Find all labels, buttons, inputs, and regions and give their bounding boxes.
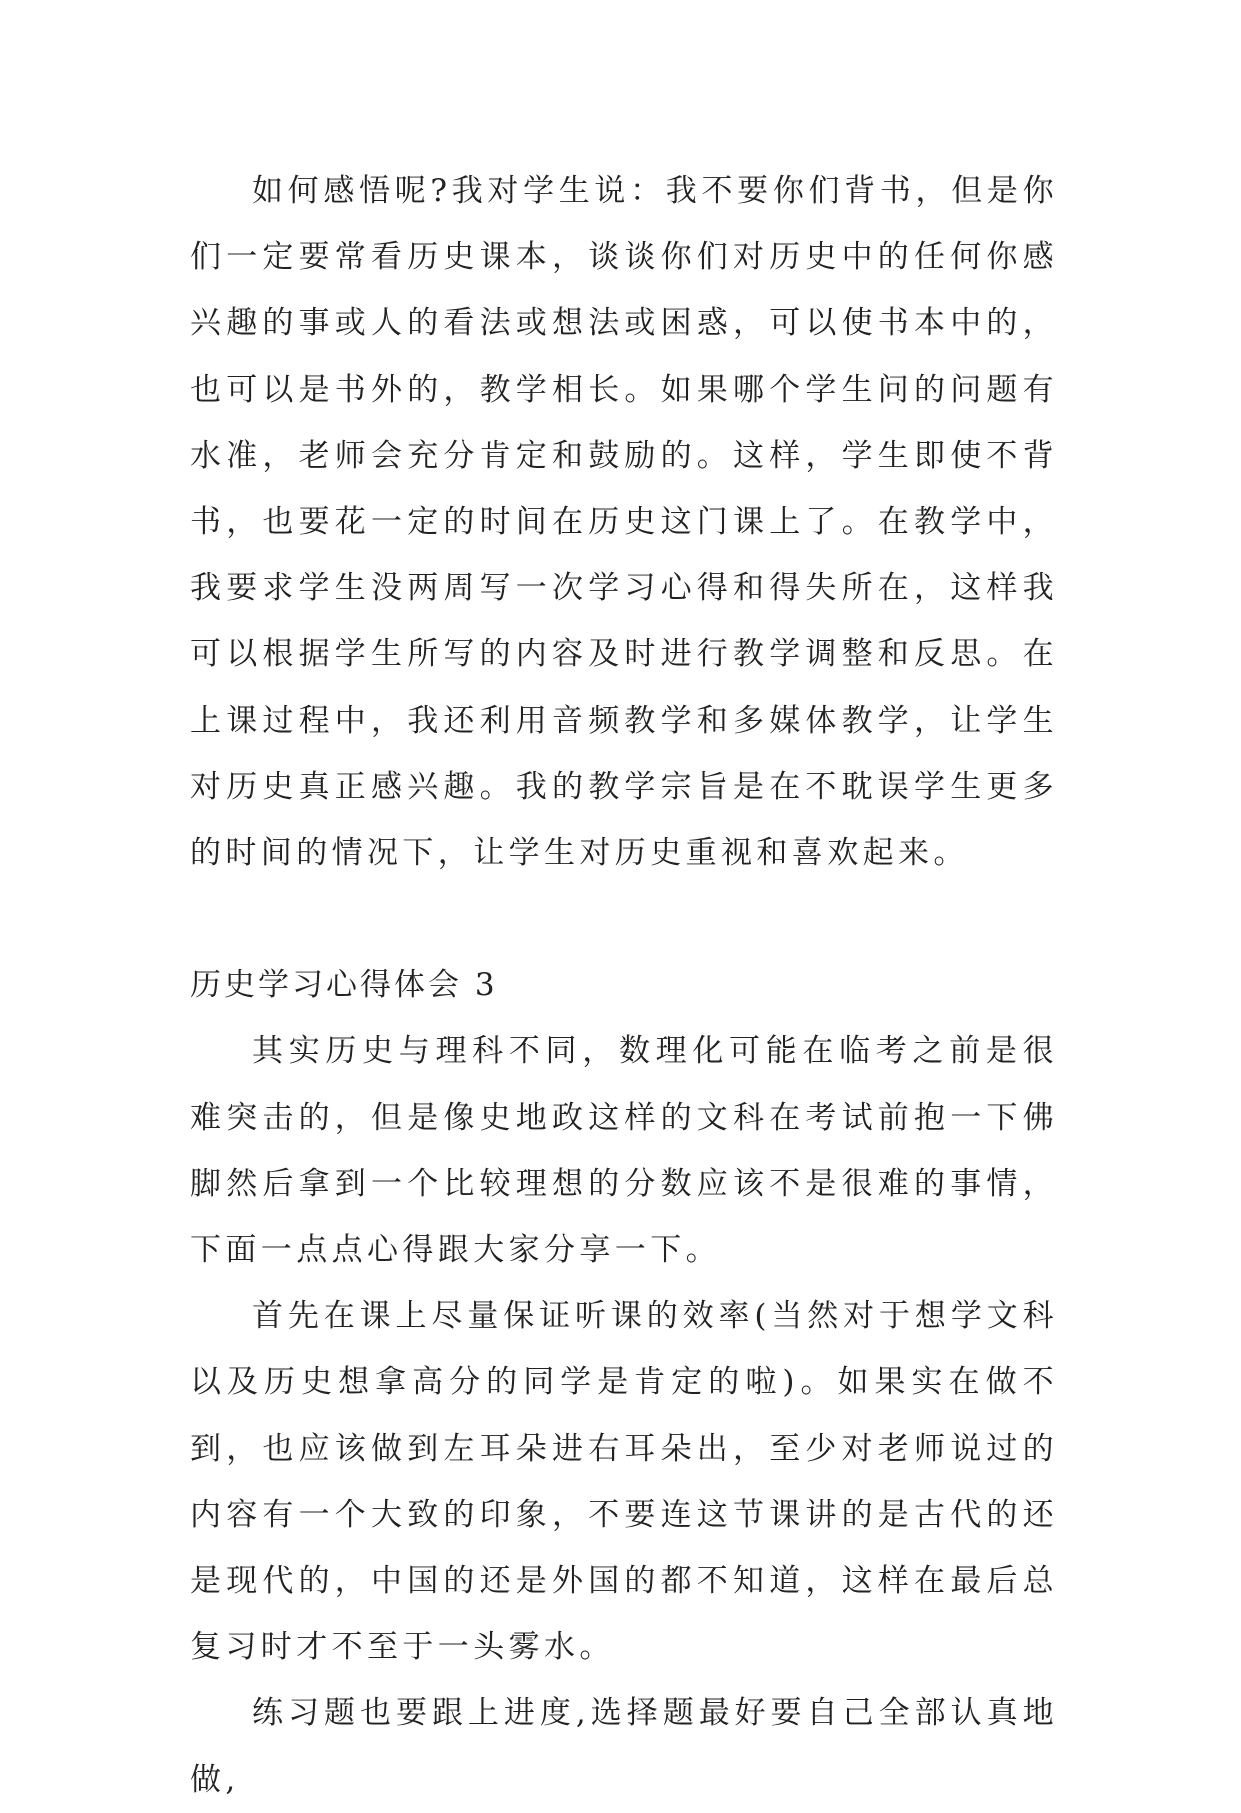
paragraph-2: 首先在课上尽量保证听课的效率(当然对于想学文科以及历史想拿高分的同学是肯定的啦)。如果实在做不到，也应该做到左耳朵进右耳朵出，至少对老师说过的内容有一个大致的印象，不要连这节课讲的是古代的还是现代的，中国的还是外国的都不知道，这样在最后总复习时才不至于一头雾水。 [190,1298,1058,1666]
paragraph-3: 练习题也要跟上进度,选择题最好要自己全部认真地做, [190,1695,1058,1798]
section-heading: 历史学习心得体会 3 [190,967,498,1004]
paragraph-1: 其实历史与理科不同，数理化可能在临考之前是很难突击的，但是像史地政这样的文科在考试前抱一下佛脚然后拿到一个比较理想的分数应该不是很难的事情，下面一点点心得跟大家分享一下。 [190,1033,1058,1269]
document-body [190,158,1058,1813]
paragraph-intro: 如何感悟呢?我对学生说：我不要你们背书，但是你们一定要常看历史课本，谈谈你们对历史中的任何你感兴趣的事或人的看法或想法或困惑，可以使书本中的，也可以是书外的，教学相长。如果哪个学生问的问题有水准，老师会充分肯定和鼓励的。这样，学生即使不背书，也要花一定的时间在历史这门课上了。在教学中，我要求学生没两周写一次学习心得和得失所在，这样我可以根据学生所写的内容及时进行教学调整和反思。在上课过程中，我还利用音频教学和多媒体教学，让学生对历史真正感兴趣。我的教学宗旨是在不耽误学生更多的时间的情况下，让学生对历史重视和喜欢起来。 [190,173,1058,872]
